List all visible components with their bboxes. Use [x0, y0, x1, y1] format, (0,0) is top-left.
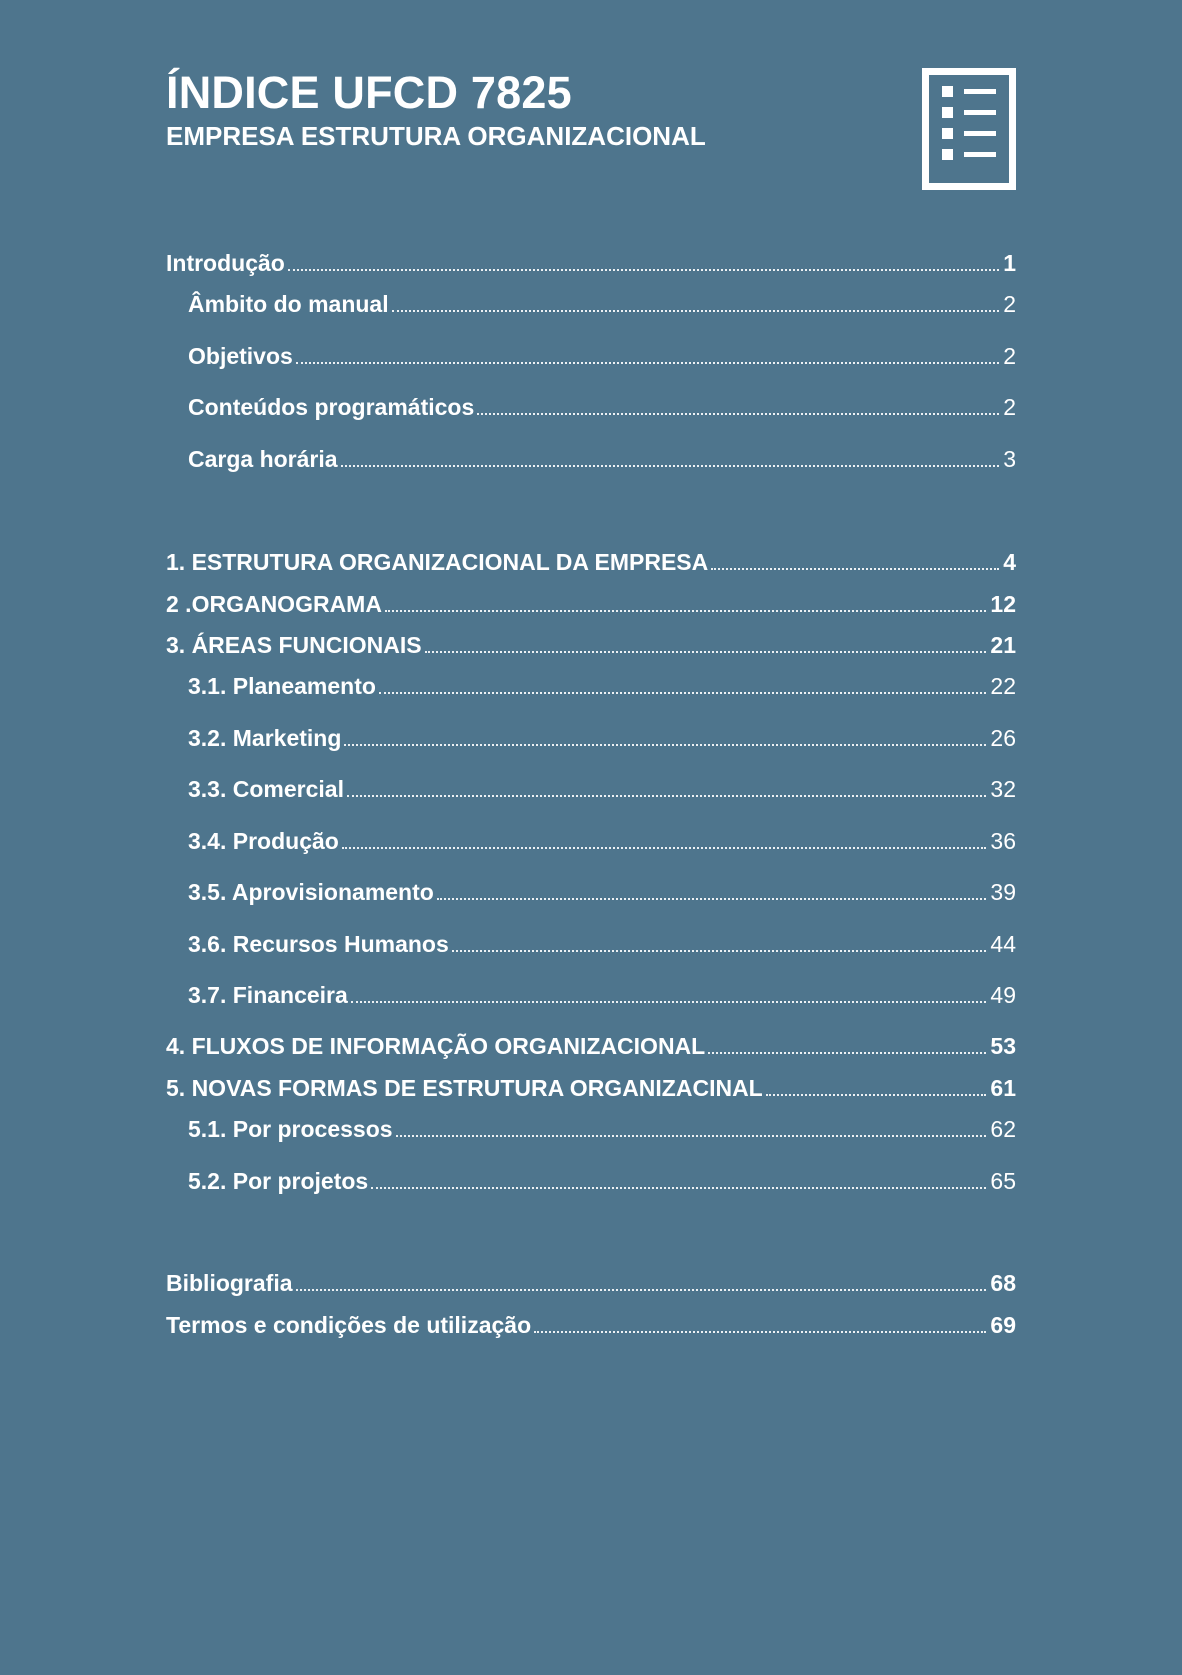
toc-entry-label: 3.5. Aprovisionamento [188, 879, 434, 905]
toc-entry-5-1[interactable] [188, 1114, 1016, 1144]
dot-leader [379, 692, 986, 694]
toc-entry-page: 22 [990, 673, 1016, 699]
toc-entry-page: 2 [1003, 343, 1016, 369]
toc-entry-page: 1 [1003, 250, 1016, 276]
page-subtitle: EMPRESA ESTRUTURA ORGANIZACIONAL [166, 121, 706, 151]
toc-entry-chapter-5[interactable] [166, 1073, 1016, 1103]
toc-entry-3-6[interactable] [188, 929, 1016, 959]
toc-entry-3-4[interactable] [188, 826, 1016, 856]
dot-leader [296, 1289, 987, 1291]
dot-leader [371, 1187, 986, 1189]
toc-entry-label: Âmbito do manual [188, 291, 389, 317]
dot-leader [341, 465, 1000, 467]
dot-leader [392, 310, 1000, 312]
toc-entry-page: 2 [1003, 394, 1016, 420]
dot-leader [452, 950, 987, 952]
toc-entry-page: 3 [1003, 446, 1016, 472]
page-title: ÍNDICE UFCD 7825 [166, 67, 572, 118]
toc-entry-3-5[interactable] [188, 877, 1016, 907]
toc-entry-3-7[interactable] [188, 980, 1016, 1010]
dot-leader [425, 651, 987, 653]
toc-entry-chapter-4[interactable] [166, 1031, 1016, 1061]
toc-entry-conteudos[interactable] [188, 392, 1016, 422]
toc-entry-page: 4 [1003, 549, 1016, 575]
toc-entry-page: 68 [990, 1270, 1016, 1296]
dot-leader [711, 568, 999, 570]
toc-entry-label: 3. ÁREAS FUNCIONAIS [166, 632, 422, 658]
toc-entry-label: 3.6. Recursos Humanos [188, 931, 449, 957]
dot-leader [296, 362, 999, 364]
toc-entry-page: 53 [990, 1033, 1016, 1059]
toc-entry-introducao[interactable] [166, 248, 1016, 278]
toc-entry-chapter-2[interactable] [166, 589, 1016, 619]
dot-leader [477, 413, 999, 415]
toc-entry-label: Introdução [166, 250, 285, 276]
toc-entry-bibliografia[interactable] [166, 1268, 1016, 1298]
toc-entry-page: 21 [990, 632, 1016, 658]
toc-entry-chapter-3[interactable] [166, 630, 1016, 660]
toc-entry-page: 49 [990, 982, 1016, 1008]
toc-entry-label: 5.1. Por processos [188, 1116, 393, 1142]
dot-leader [351, 1001, 987, 1003]
toc-entry-page: 26 [990, 725, 1016, 751]
toc-entry-page: 62 [990, 1116, 1016, 1142]
toc-entry-objetivos[interactable] [188, 341, 1016, 371]
table-of-contents-icon [922, 68, 1016, 190]
toc-entry-label: 1. ESTRUTURA ORGANIZACIONAL DA EMPRESA [166, 549, 709, 575]
toc-entry-5-2[interactable] [188, 1166, 1016, 1196]
toc-entry-page: 44 [990, 931, 1016, 957]
toc-entry-ambito[interactable] [188, 289, 1016, 319]
toc-entry-label: 2 .ORGANOGRAMA [166, 591, 382, 617]
dot-leader [288, 269, 999, 271]
toc-entry-label: 3.7. Financeira [188, 982, 348, 1008]
toc-entry-page: 36 [990, 828, 1016, 854]
toc-entry-label: Objetivos [188, 343, 293, 369]
dot-leader [708, 1052, 986, 1054]
toc-entry-label: Bibliografia [166, 1270, 293, 1296]
toc-entry-label: 3.3. Comercial [188, 776, 344, 802]
toc-entry-label: 3.4. Produção [188, 828, 339, 854]
dot-leader [396, 1135, 987, 1137]
dot-leader [344, 744, 986, 746]
toc-entry-label: Conteúdos programáticos [188, 394, 475, 420]
toc-entry-label: 5. NOVAS FORMAS DE ESTRUTURA ORGANIZACINAL [166, 1075, 763, 1101]
toc-entry-label: Termos e condições de utilização [166, 1312, 532, 1338]
toc-entry-3-2[interactable] [188, 723, 1016, 753]
toc-entry-label: Carga horária [188, 446, 338, 472]
toc-entry-label: 3.1. Planeamento [188, 673, 376, 699]
dot-leader [534, 1331, 986, 1333]
toc-entry-label: 4. FLUXOS DE INFORMAÇÃO ORGANIZACIONAL [166, 1033, 706, 1059]
toc-entry-3-3[interactable] [188, 774, 1016, 804]
toc-entry-page: 39 [990, 879, 1016, 905]
toc-entry-label: 5.2. Por projetos [188, 1168, 369, 1194]
toc-entry-page: 2 [1003, 291, 1016, 317]
dot-leader [342, 847, 987, 849]
toc-entry-carga-horaria[interactable] [188, 444, 1016, 474]
dot-leader [437, 898, 987, 900]
dot-leader [766, 1094, 987, 1096]
toc-entry-chapter-1[interactable] [166, 547, 1016, 577]
toc-entry-page: 12 [990, 591, 1016, 617]
toc-entry-page: 69 [990, 1312, 1016, 1338]
toc-entry-page: 32 [990, 776, 1016, 802]
dot-leader [385, 610, 986, 612]
toc-entry-page: 61 [990, 1075, 1016, 1101]
toc-entry-3-1[interactable] [188, 671, 1016, 701]
toc-entry-page: 65 [990, 1168, 1016, 1194]
toc-entry-label: 3.2. Marketing [188, 725, 342, 751]
dot-leader [347, 795, 986, 797]
toc-entry-termos[interactable] [166, 1310, 1016, 1340]
